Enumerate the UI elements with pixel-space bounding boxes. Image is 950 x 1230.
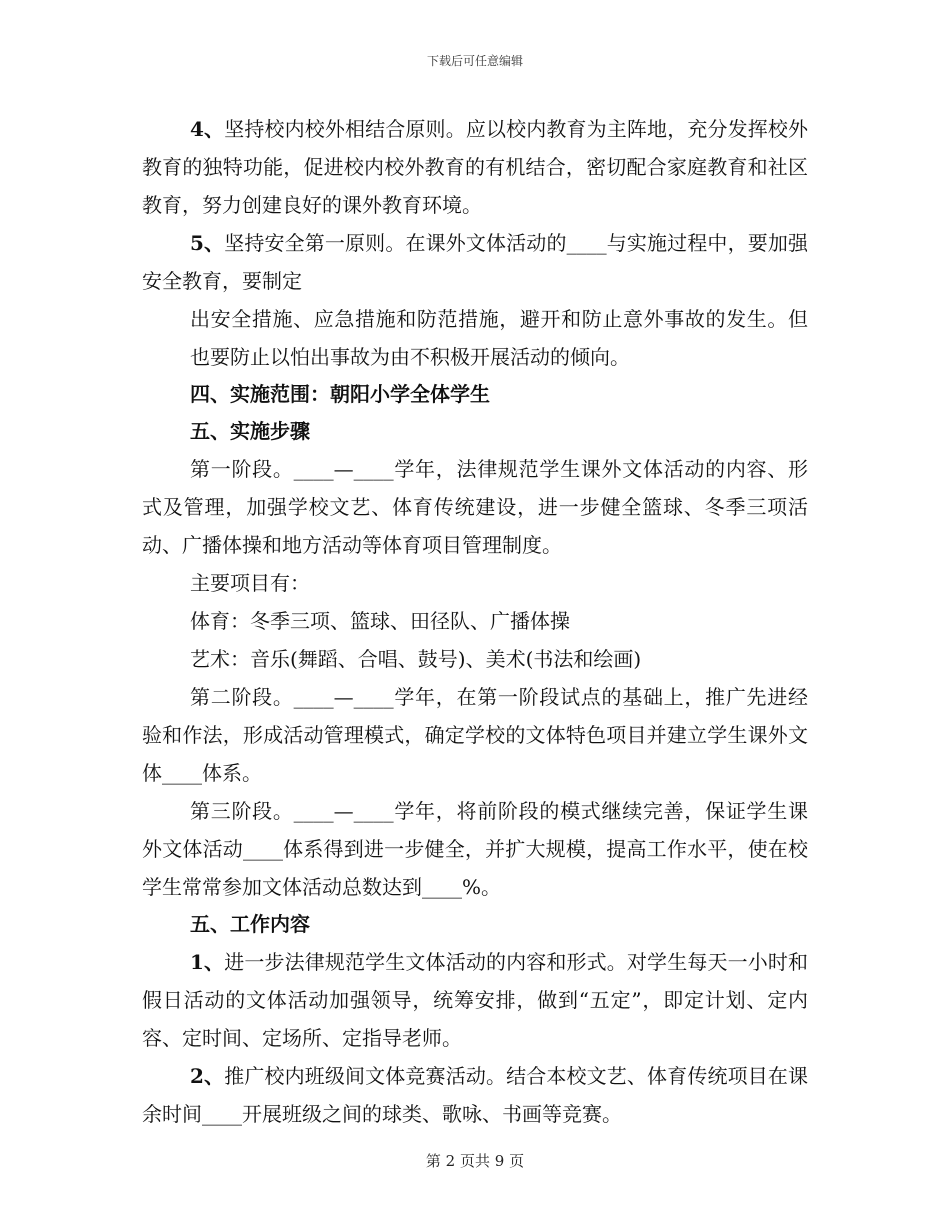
paragraph-arts: 艺术：音乐(舞蹈、合唱、鼓号)、美术(书法和绘画) <box>190 647 642 671</box>
paragraph-text: 进一步法律规范学生文体活动的内容和形式。对学生每天一小时和假日活动的文体活动加强领导，统筹安排，做到“五定”，即定计划、定内容、定时间、定场所、定指导老师。 <box>142 950 809 1050</box>
document-body <box>142 110 808 1133</box>
section-heading-scope: 四、实施范围：朝阳小学全体学生 <box>190 382 490 406</box>
paragraph-continuation: 出安全措施、应急措施和防范措施，避开和防止意外事故的发生。但也要防止以怕出事故为由不积极开展活动的倾向。 <box>190 307 808 369</box>
paragraph-work-2 <box>142 1057 808 1133</box>
paragraph-stage-2: 第二阶段。____—____学年，在第一阶段试点的基础上，推广先进经验和作法，形成活动管理模式，确定学校的文体特色项目并建立学生课外文体____体系。 <box>142 685 808 785</box>
list-number: 1、 <box>190 950 225 974</box>
section-heading-work: 五、工作内容 <box>190 912 310 936</box>
paragraph-principle-4 <box>142 110 808 224</box>
page-footer: 第 2 页共 9 页 <box>425 1152 525 1170</box>
page-header: 下载后可任意编辑 <box>426 54 523 68</box>
paragraph-sports: 体育：冬季三项、篮球、田径队、广播体操 <box>190 609 570 633</box>
list-number: 2、 <box>190 1064 225 1088</box>
section-heading-steps: 五、实施步骤 <box>190 419 310 443</box>
paragraph-main-items: 主要项目有： <box>190 571 310 595</box>
paragraph-stage-3: 第三阶段。____—____学年，将前阶段的模式继续完善，保证学生课外文体活动____体系得到进一步健全，并扩大规模，提高工作水平，使在校学生常常参加文体活动总数达到____%。 <box>142 799 808 899</box>
list-number: 4、 <box>190 117 225 141</box>
paragraph-stage-1: 第一阶段。____—____学年，法律规范学生课外文体活动的内容、形式及管理，加强学校文艺、体育传统建设，进一步健全篮球、冬季三项活动、广播体操和地方活动等体育项目管理制度。 <box>142 457 808 557</box>
paragraph-text: 坚持安全第一原则。在课外文体活动的____与实施过程中，要加强安全教育，要制定 <box>142 231 808 293</box>
paragraph-principle-5 <box>142 224 808 300</box>
paragraph-text: 推广校内班级间文体竞赛活动。结合本校文艺、体育传统项目在课余时间____开展班级之间的球类、歌咏、书画等竞赛。 <box>142 1064 809 1126</box>
paragraph-work-1 <box>142 943 808 1057</box>
list-number: 5、 <box>190 231 225 255</box>
paragraph-text: 坚持校内校外相结合原则。应以校内教育为主阵地，充分发挥校外教育的独特功能，促进校内校外教育的有机结合，密切配合家庭教育和社区教育，努力创建良好的课外教育环境。 <box>142 117 809 217</box>
